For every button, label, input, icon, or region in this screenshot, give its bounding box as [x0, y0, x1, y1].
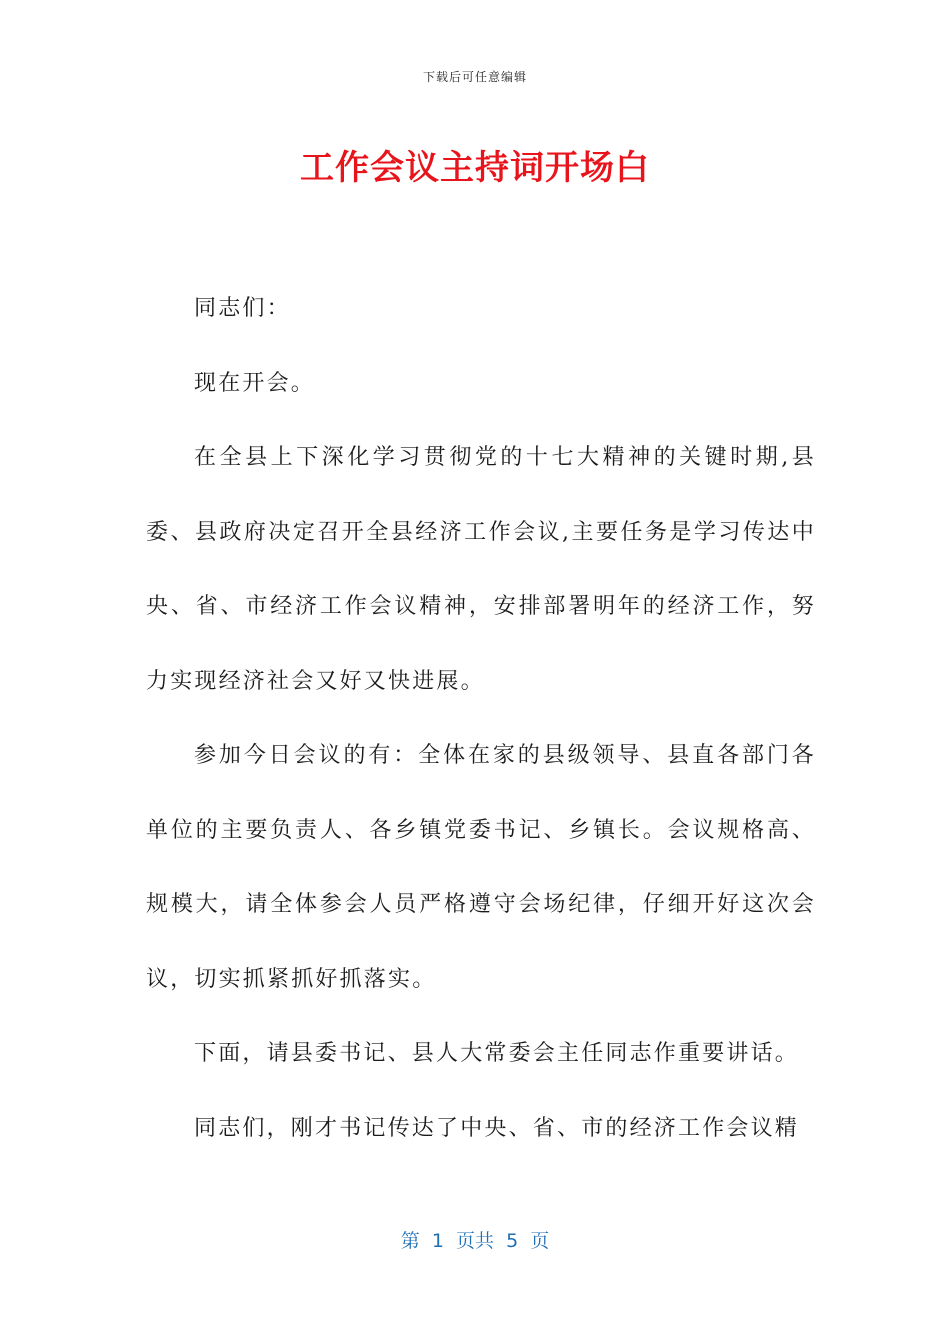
- paragraph-attendees: 参加今日会议的有：全体在家的县级领导、县直各部门各单位的主要负责人、各乡镇党委书记、乡镇长。会议规格高、规模大，请全体参会人员严格遵守会场纪律，仔细开好这次会议，切实抓紧抓好抓落实。: [146, 743, 816, 992]
- page-number-footer: 第 1 页共 5 页: [400, 1230, 550, 1252]
- header-note: 下载后可任意编辑: [422, 70, 527, 84]
- document-body: [146, 272, 816, 1166]
- paragraph-speaker-intro: 下面，请县委书记、县人大常委会主任同志作重要讲话。: [194, 1041, 800, 1066]
- paragraph-closing: 同志们，刚才书记传达了中央、省、市的经济工作会议精: [194, 1115, 800, 1141]
- paragraph-opening: 现在开会。: [194, 370, 316, 396]
- paragraph-greeting: 同志们：: [194, 296, 291, 321]
- document-title: 工作会议主持词开场白: [300, 148, 650, 188]
- paragraph-purpose: 在全县上下深化学习贯彻党的十七大精神的关键时期,县委、县政府决定召开全县经济工作会议,主要任务是学习传达中央、省、市经济工作会议精神，安排部署明年的经济工作，努力实现经济社会又好又快进展。: [146, 445, 816, 694]
